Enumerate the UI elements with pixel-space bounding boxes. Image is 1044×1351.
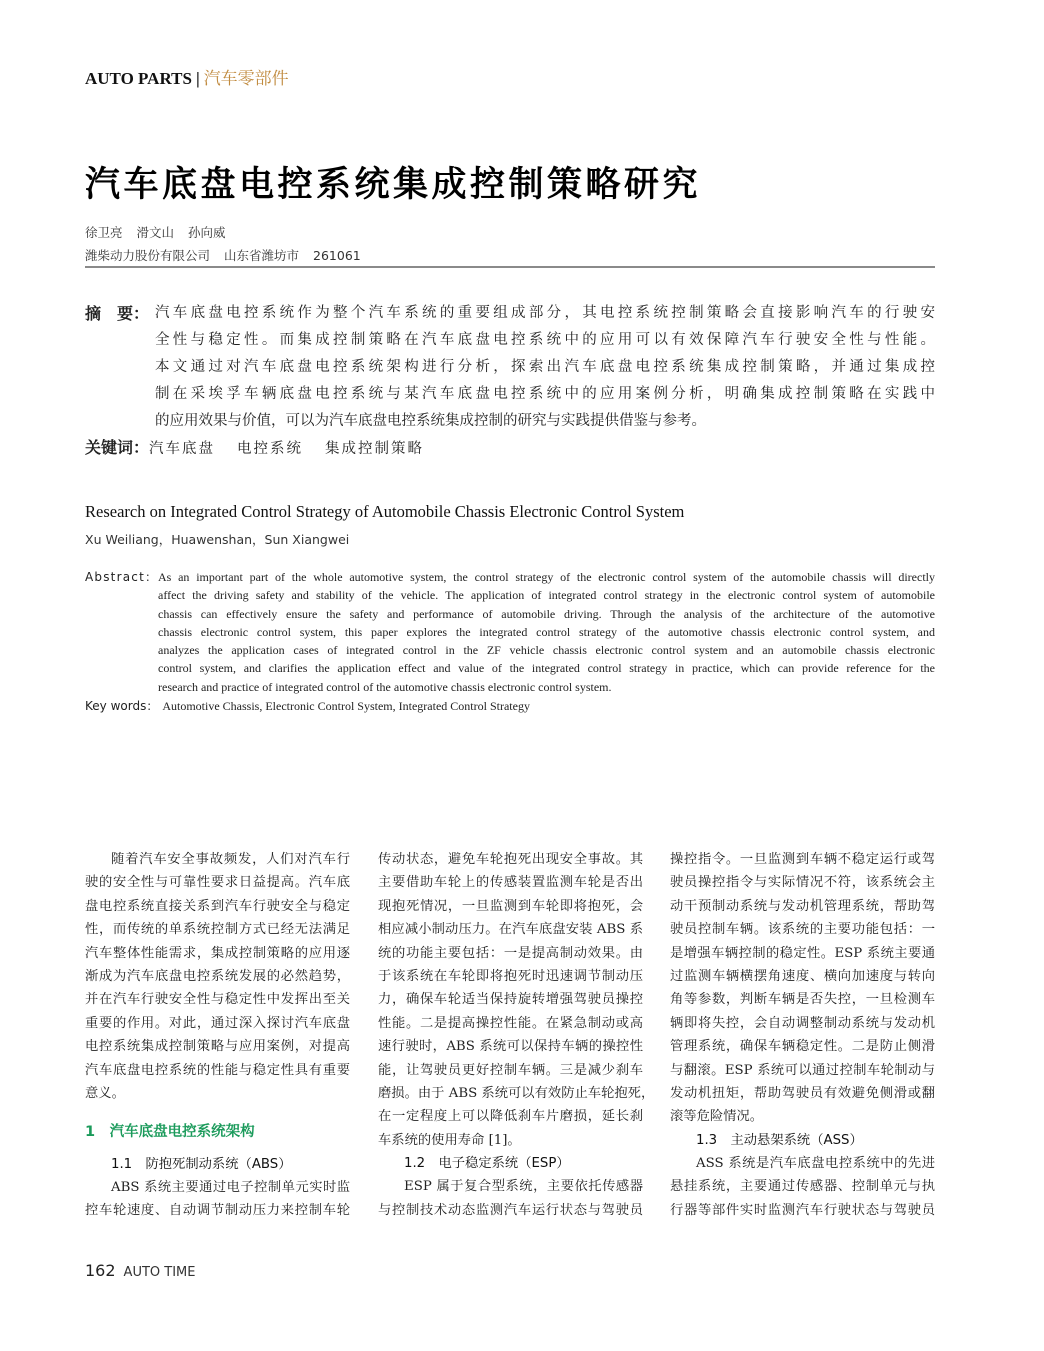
keywords-en	[85, 697, 530, 715]
paragraph-line: 电控系统集成控制策略与应用案例，对提高	[85, 1039, 350, 1055]
body-column-3	[670, 848, 935, 1222]
article-title-en: Research on Integrated Control Strategy of Automobile Chassis Electronic Control System	[85, 502, 685, 521]
paragraph-line: 性能。二是提高操控性能。在紧急制动或高	[378, 1015, 643, 1031]
abstract-zh-line: 的应用效果与价值，可以为汽车底盘电控系统集成控制的研究与实践提供借鉴与参考。	[155, 413, 706, 429]
paragraph-line: 磨损。由于 ABS 系统可以有效防止车轮抱死，	[378, 1085, 655, 1101]
affiliation-org: 潍柴动力股份有限公司	[85, 248, 211, 263]
paragraph-line: 随着汽车安全事故频发，人们对汽车行	[111, 852, 350, 867]
keywords-zh	[85, 434, 446, 463]
paragraph-line: ESP 属于复合型系统，主要依托传感器	[404, 1179, 643, 1195]
paragraph-line: 于该系统在车轮即将抱死时迅速调节制动压	[378, 968, 643, 984]
author-list-en: Xu Weiliang，Huawenshan，Sun Xiangwei	[85, 532, 350, 547]
paragraph-line: 驶员操控指令与实际情况不符，该系统会主	[670, 875, 935, 891]
header-separator: |	[195, 69, 200, 88]
magazine-name: AUTO TIME	[123, 1265, 196, 1280]
paragraph-line: 在一定程度上可以降低刹车片磨损，延长刹	[378, 1109, 643, 1125]
paragraph-line: 盘电控系统直接关系到汽车行驶安全与稳定	[85, 898, 350, 914]
paragraph-line: 是增强车辆控制的稳定性。ESP 系统主要通	[670, 945, 935, 961]
paragraph-line: 意义。	[85, 1085, 125, 1101]
abstract-en-line: chassis electronic control system, this paper explores the integrated control strategy of the automotive chassis electronic control system, and	[158, 624, 935, 639]
section-heading: 1 汽车底盘电控系统架构	[85, 1124, 255, 1141]
body-column-1	[85, 848, 350, 1223]
paragraph-line: 能，让驾驶员更好控制车辆。三是减少刹车	[378, 1062, 643, 1078]
paragraph-line: 辆即将失控，会自动调整制动系统与发动机	[670, 1015, 935, 1031]
author: 滑文山	[136, 225, 175, 240]
paragraph-line: 与控制技术动态监测汽车运行状态与驾驶员	[378, 1202, 643, 1218]
keyword: 电控系统	[237, 441, 304, 457]
running-header	[85, 64, 289, 89]
paragraph-line: 汽车整体性能需求，集成控制策略的应用逐	[85, 945, 350, 961]
abstract-en-line: analyzes the application cases of integrated control in the ZF vehicle chassis electronic control system and an automobile chassis electronic	[158, 643, 935, 658]
paragraph-line: 滚等危险情况。	[670, 1109, 764, 1125]
abstract-en-line: control system, and clarifies the application effect and value of the integrated control strategy in practice, which can provide reference for the	[158, 661, 935, 676]
keyword: 集成控制策略	[325, 441, 425, 457]
abstract-en-line: As an important part of the whole automotive system, the control strategy of the electronic control system of the automobile chassis will directly	[158, 570, 935, 584]
paragraph-line: 控车轮速度、自动调节制动压力来控制车轮	[85, 1203, 350, 1219]
keywords-zh-label: 关键词：	[85, 438, 150, 457]
paragraph-line: ASS 系统是汽车底盘电控系统中的先进	[696, 1156, 935, 1172]
body-column-2	[378, 848, 655, 1222]
paragraph-line: 性，而传统的单系统控制方式已经无法满足	[85, 922, 350, 938]
abstract-zh-line: 本文通过对汽车底盘电控系统架构进行分析，探索出汽车底盘电控系统集成控制策略，并通过集成控	[155, 359, 935, 375]
abstract-zh-body	[155, 300, 935, 435]
paragraph-line: 发动机扭矩，帮助驾驶员有效避免侧滑或翻	[670, 1085, 935, 1101]
paragraph-line: 车系统的使用寿命 [1]。	[378, 1132, 521, 1148]
abstract-en-line: chassis can effectively ensure the safety and performance of automobile driving. Through the analysis of the architecture of the automotive	[158, 606, 935, 621]
abstract-zh-label: 摘 要：	[85, 304, 150, 323]
paragraph-line: 统的功能主要包括：一是提高制动效果。由	[378, 945, 643, 961]
paragraph-line: 现抱死情况，一旦监测到车轮即将抱死，会	[378, 898, 643, 914]
keywords-en-label: Key words：	[85, 699, 159, 713]
affiliation	[85, 246, 375, 264]
subsection-heading: 1.1 防抱死制动系统（ABS）	[111, 1156, 292, 1172]
abstract-zh-line: 全性与稳定性。而集成控制策略在汽车底盘电控系统中的应用可以有效保障汽车行驶安全性与性能。	[155, 332, 935, 348]
article-title: 汽车底盘电控系统集成控制策略研究	[85, 165, 702, 205]
paragraph-line: 渐成为汽车底盘电控系统发展的必然趋势，	[85, 968, 350, 984]
paragraph-line: 驶的安全性与可靠性要求日益提高。汽车底	[85, 875, 350, 891]
abstract-zh-line: 制在采埃孚车辆底盘电控系统与某汽车底盘电控系统中的应用案例分析，明确集成控制策略在实践中	[155, 386, 935, 402]
paragraph-line: 相应减小制动压力。在汽车底盘安装 ABS 系	[378, 922, 643, 938]
abstract-zh	[85, 300, 935, 435]
page-footer	[85, 1261, 195, 1280]
author-list	[85, 223, 226, 241]
paragraph-line: 角等参数，判断车辆是否失控，一旦检测车	[670, 992, 935, 1008]
paragraph-line: 驶员控制车辆。该系统的主要功能包括：一	[670, 922, 935, 938]
abstract-en-line: research and practice of integrated control of the automotive chassis electronic control system.	[158, 679, 612, 694]
paragraph-line: 主要借助车轮上的传感装置监测车轮是否出	[378, 875, 643, 891]
affiliation-postcode: 261061	[313, 248, 361, 263]
paragraph-line: 重要的作用。对此，通过深入探讨汽车底盘	[85, 1015, 350, 1031]
keyword: 汽车底盘	[149, 441, 216, 457]
paragraph-line: 速行驶时，ABS 系统可以保持车辆的操控性	[378, 1039, 643, 1055]
paragraph-line: ABS 系统主要通过电子控制单元实时监	[111, 1180, 350, 1196]
paragraph-line: 汽车底盘电控系统的性能与稳定性具有重要	[85, 1062, 350, 1078]
section-name-zh: 汽车零部件	[203, 69, 289, 89]
keywords-en-text: Automotive Chassis, Electronic Control System, Integrated Control Strategy	[162, 699, 530, 713]
page-number: 162	[85, 1261, 116, 1280]
paragraph-line: 并在汽车行驶安全性与稳定性中发挥出至关	[85, 992, 350, 1008]
paragraph-line: 传动状态，避免车轮抱死出现安全事故。其	[378, 852, 643, 867]
abstract-en-body	[158, 568, 935, 696]
abstract-en-line: affect the driving safety and stability of the vehicle. The application of integrated control strategy in the electronic control system of automobile	[158, 588, 935, 603]
paragraph-line: 力，确保车轮适当保持旋转增强驾驶员操控	[378, 992, 643, 1008]
affiliation-city: 山东省潍坊市	[224, 248, 300, 263]
abstract-zh-line: 汽车底盘电控系统作为整个汽车系统的重要组成部分，其电控系统控制策略会直接影响汽车的行驶安	[155, 305, 935, 321]
paragraph-line: 操控指令。一旦监测到车辆不稳定运行或驾	[670, 852, 935, 867]
subsection-heading: 1.2 电子稳定系统（ESP）	[404, 1156, 570, 1172]
paragraph-line: 悬挂系统，主要通过传感器、控制单元与执	[670, 1179, 935, 1195]
paragraph-line: 行器等部件实时监测汽车行驶状态与驾驶员	[670, 1202, 935, 1218]
subsection-heading: 1.3 主动悬架系统（ASS）	[696, 1132, 863, 1148]
paragraph-line: 管理系统，确保车辆稳定性。二是防止侧滑	[670, 1039, 935, 1055]
abstract-en	[85, 568, 935, 696]
paragraph-line: 过监测车辆横摆角速度、横向加速度与转向	[670, 968, 935, 984]
paragraph-line: 与翻滚。ESP 系统可以通过控制车轮制动与	[670, 1062, 935, 1078]
section-name-en: AUTO PARTS	[85, 69, 192, 88]
header-divider	[85, 266, 935, 268]
author: 徐卫亮	[85, 225, 123, 240]
paragraph-line: 动干预制动系统与发动机管理系统，帮助驾	[670, 898, 935, 914]
abstract-en-label: Abstract：	[85, 570, 159, 584]
author: 孙向威	[188, 225, 226, 240]
